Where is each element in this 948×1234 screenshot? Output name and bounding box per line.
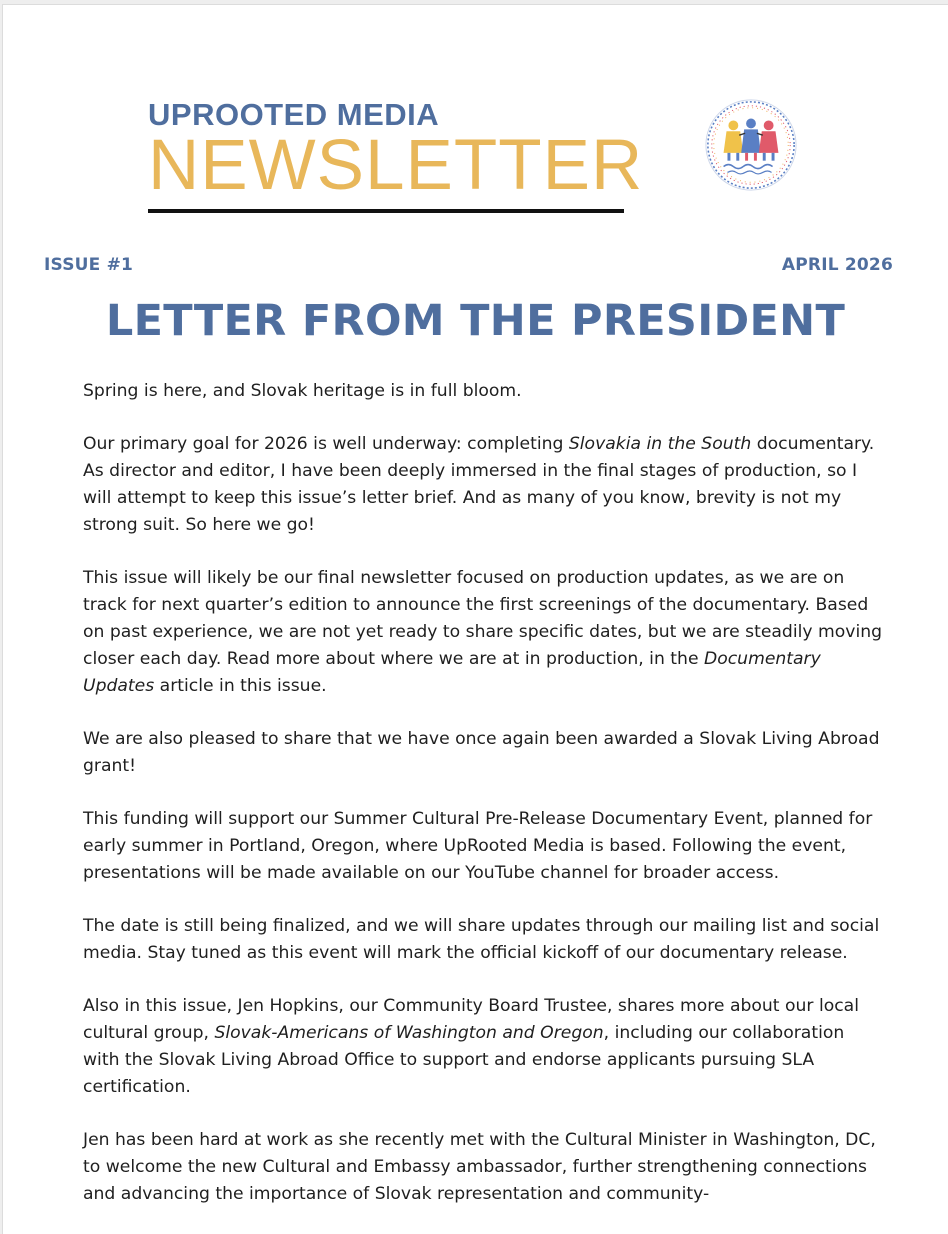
paragraph-text: This funding will support our Summer Cultural Pre-Release Documentary Event, planned for early summer in Portland, Oregon, where UpRooted Media is based. Following the event, presentations will be made available on our YouTube channel for broader access. [83,809,873,883]
paragraph [83,726,883,780]
documentary-title: Slovakia in the South [568,434,752,454]
paragraph [83,378,883,405]
paragraph [83,993,883,1101]
folk-dancers-logo-icon [702,96,800,194]
newsletter-page [2,4,948,1234]
paragraph-text: Our primary goal for 2026 is well underway: completing [83,434,569,454]
masthead [148,97,644,205]
article-reference: Documentary Updates [83,649,821,696]
paragraph [83,1127,883,1208]
paragraph [83,806,883,887]
masthead-title: NEWSLETTER [148,126,644,205]
paragraph [83,565,883,700]
paragraph-text: This issue will likely be our final newsletter focused on production updates, as we are on track for next quarter’s edition to announce the first screenings of the documentary. Based on past experience, we are not yet ready to share specific dates, but we are steadily moving closer each day. Read more about where we are at in production, in the [83,568,883,669]
paragraph [83,431,883,539]
letter-body [83,378,883,1234]
paragraph-text: Also in this issue, Jen Hopkins, our Community Board Trustee, shares more about our local cultural group, [83,996,859,1043]
masthead-top: UPROOTED MEDIA [148,97,440,132]
issue-number: ISSUE #1 [44,255,134,275]
paragraph-text: , including our collaboration with the Slovak Living Abroad Office to support and endorse applicants pursuing SLA certification. [83,1023,845,1097]
article-title: LETTER FROM THE PRESIDENT [105,296,846,346]
paragraph [83,913,883,967]
issue-date: APRIL 2026 [781,255,893,275]
masthead-rule [148,209,624,213]
paragraph-text: We are also pleased to share that we have once again been awarded a Slovak Living Abroad grant! [83,729,880,776]
paragraph-text: article in this issue. [154,676,327,696]
paragraph-text: Spring is here, and Slovak heritage is in full bloom. [83,381,522,401]
paragraph-text: documentary. As director and editor, I have been deeply immersed in the final stages of production, so I will attempt to keep this issue’s letter brief. And as many of you know, brevity is not my strong suit. So here we go! [83,434,875,535]
paragraph-text: The date is still being finalized, and we will share updates through our mailing list and social media. Stay tuned as this event will mark the official kickoff of our documentary release. [83,916,880,963]
paragraph-text: Jen has been hard at work as she recently met with the Cultural Minister in Washington, DC, to welcome the new Cultural and Embassy ambassador, further strengthening connections and advancing the importance of Slovak representation and community- [83,1130,876,1204]
group-name: Slovak-Americans of Washington and Oregon [214,1023,604,1043]
